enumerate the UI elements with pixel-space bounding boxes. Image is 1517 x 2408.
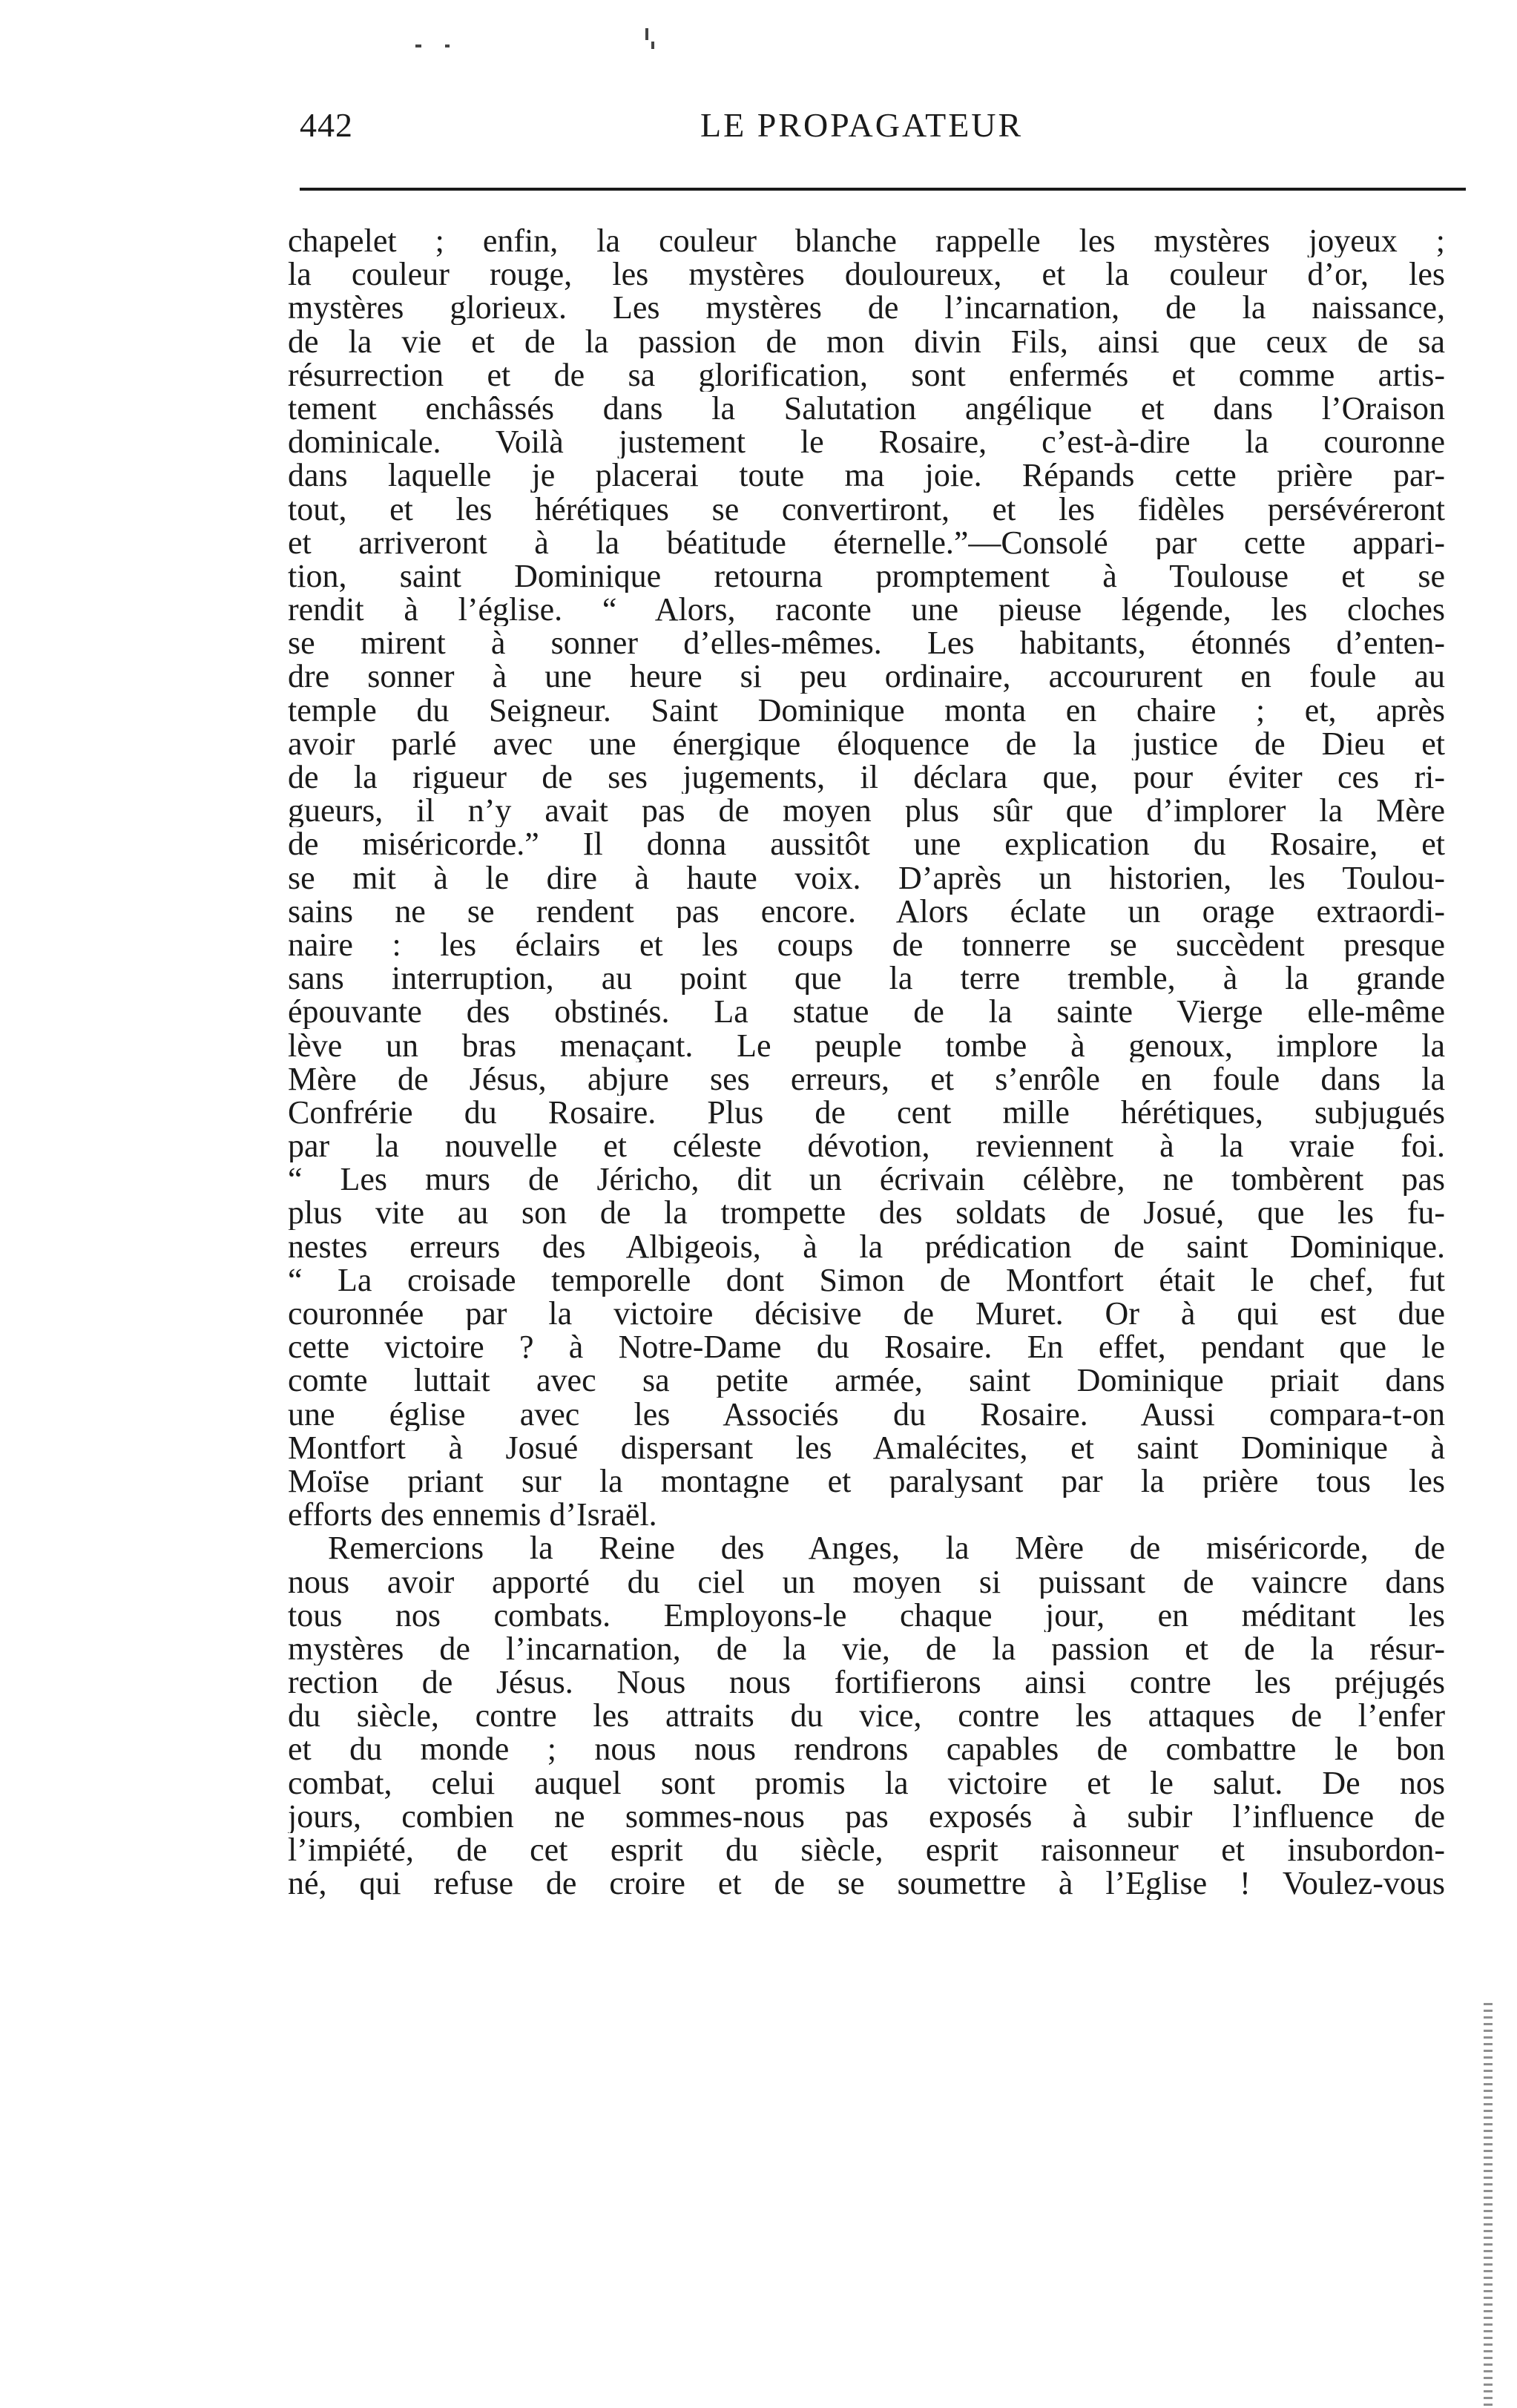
text-line: tous nos combats. Employons-le chaque jour, en méditant les [288,1598,1445,1632]
text-line: lève un bras menaçant. Le peuple tombe à genoux, implore la [288,1028,1445,1062]
text-line: né, qui refuse de croire et de se soumettre à l’Eglise ! Voulez-vous [288,1866,1445,1901]
body-text [288,224,1445,1900]
text-line: une église avec les Associés du Rosaire. Aussi compara-t-on [288,1397,1445,1431]
text-line: sains ne se rendent pas encore. Alors éclate un orage extraordi- [288,894,1445,928]
text-line: Mère de Jésus, abjure ses erreurs, et s’enrôle en foule dans la [288,1062,1445,1096]
text-line: la couleur rouge, les mystères douloureux, et la couleur d’or, les [288,257,1445,292]
text-line: Montfort à Josué dispersant les Amalécites, et saint Dominique à [288,1430,1445,1464]
text-line: plus vite au son de la trompette des soldats de Josué, que les fu- [288,1196,1445,1230]
text-line: couronnée par la victoire décisive de Muret. Or à qui est due [288,1297,1445,1331]
text-line: de la vie et de la passion de mon divin Fils, ainsi que ceux de sa [288,324,1445,358]
page-header [300,105,1466,153]
text-line: se mirent à sonner d’elles-mêmes. Les habitants, étonnés d’enten- [288,626,1445,660]
text-line: sans interruption, au point que la terre tremble, à la grande [288,961,1445,996]
text-line: “ Les murs de Jéricho, dit un écrivain célèbre, ne tombèrent pas [288,1162,1445,1197]
header-rule [300,188,1466,191]
scan-edge-noise [1484,2003,1493,2408]
text-line: dominicale. Voilà justement le Rosaire, c’est-à-dire la couronne [288,425,1445,459]
text-line: dans laquelle je placerai toute ma joie. Répands cette prière par- [288,458,1445,493]
text-line: Confrérie du Rosaire. Plus de cent mille hérétiques, subjugués [288,1095,1445,1130]
running-title: LE PROPAGATEUR [700,106,1024,144]
text-line: résurrection et de sa glorification, sont enfermés et comme artis- [288,358,1445,392]
text-line: de miséricorde.” Il donna aussitôt une explication du Rosaire, et [288,827,1445,861]
text-line: Moïse priant sur la montagne et paralysant par la prière tous les [288,1464,1445,1499]
text-line: combat, celui auquel sont promis la victoire et le salut. De nos [288,1766,1445,1800]
text-line: épouvante des obstinés. La statue de la sainte Vierge elle-même [288,995,1445,1029]
text-line: dre sonner à une heure si peu ordinaire, accoururent en foule au [288,659,1445,694]
text-line: mystères glorieux. Les mystères de l’incarnation, de la naissance, [288,291,1445,325]
text-line: par la nouvelle et céleste dévotion, reviennent à la vraie foi. [288,1129,1445,1163]
text-line: se mit à le dire à haute voix. D’après un historien, les Toulou- [288,861,1445,895]
text-line: avoir parlé avec une énergique éloquence de la justice de Dieu et [288,726,1445,760]
text-line: gueurs, il n’y avait pas de moyen plus sûr que d’implorer la Mère [288,794,1445,828]
text-line: “ La croisade temporelle dont Simon de Montfort était le chef, fut [288,1263,1445,1297]
text-line: nestes erreurs des Albigeois, à la prédication de saint Dominique. [288,1229,1445,1263]
text-line: tement enchâssés dans la Salutation angélique et dans l’Oraison [288,391,1445,426]
text-line: l’impiété, de cet esprit du siècle, esprit raisonneur et insubordon- [288,1833,1445,1867]
text-line: cette victoire ? à Notre-Dame du Rosaire. En effet, pendant que le [288,1330,1445,1364]
text-line: naire : les éclairs et les coups de tonnerre se succèdent presque [288,927,1445,962]
text-line: temple du Seigneur. Saint Dominique monta en chaire ; et, après [288,693,1445,727]
text-line: du siècle, contre les attraits du vice, contre les attaques de l’enfer [288,1699,1445,1733]
paragraph-end-line: efforts des ennemis d’Israël. [288,1498,657,1532]
text-line: et arriveront à la béatitude éternelle.”—Consolé par cette appari- [288,525,1445,559]
paragraph-start-line: Remercions la Reine des Anges, la Mère de miséricorde, de [328,1531,1445,1565]
text-line: comte luttait avec sa petite armée, saint Dominique priait dans [288,1363,1445,1398]
text-line: mystères de l’incarnation, de la vie, de la passion et de la résur- [288,1631,1445,1666]
text-line: tion, saint Dominique retourna promptement à Toulouse et se [288,559,1445,593]
text-line: chapelet ; enfin, la couleur blanche rappelle les mystères joyeux ; [288,224,1445,258]
text-line: rection de Jésus. Nous nous fortifierons ainsi contre les préjugés [288,1665,1445,1700]
text-line: tout, et les hérétiques se convertiront, et les fidèles persévéreront [288,492,1445,526]
text-line: nous avoir apporté du ciel un moyen si puissant de vaincre dans [288,1565,1445,1599]
page-number: 442 [300,106,353,144]
text-line: jours, combien ne sommes-nous pas exposés à subir l’influence de [288,1799,1445,1833]
text-line: de la rigueur de ses jugements, il déclara que, pour éviter ces ri- [288,760,1445,795]
text-line: et du monde ; nous nous rendrons capables de combattre le bon [288,1732,1445,1766]
text-line: rendit à l’église. “ Alors, raconte une pieuse légende, les cloches [288,593,1445,627]
scan-specks [415,28,668,58]
